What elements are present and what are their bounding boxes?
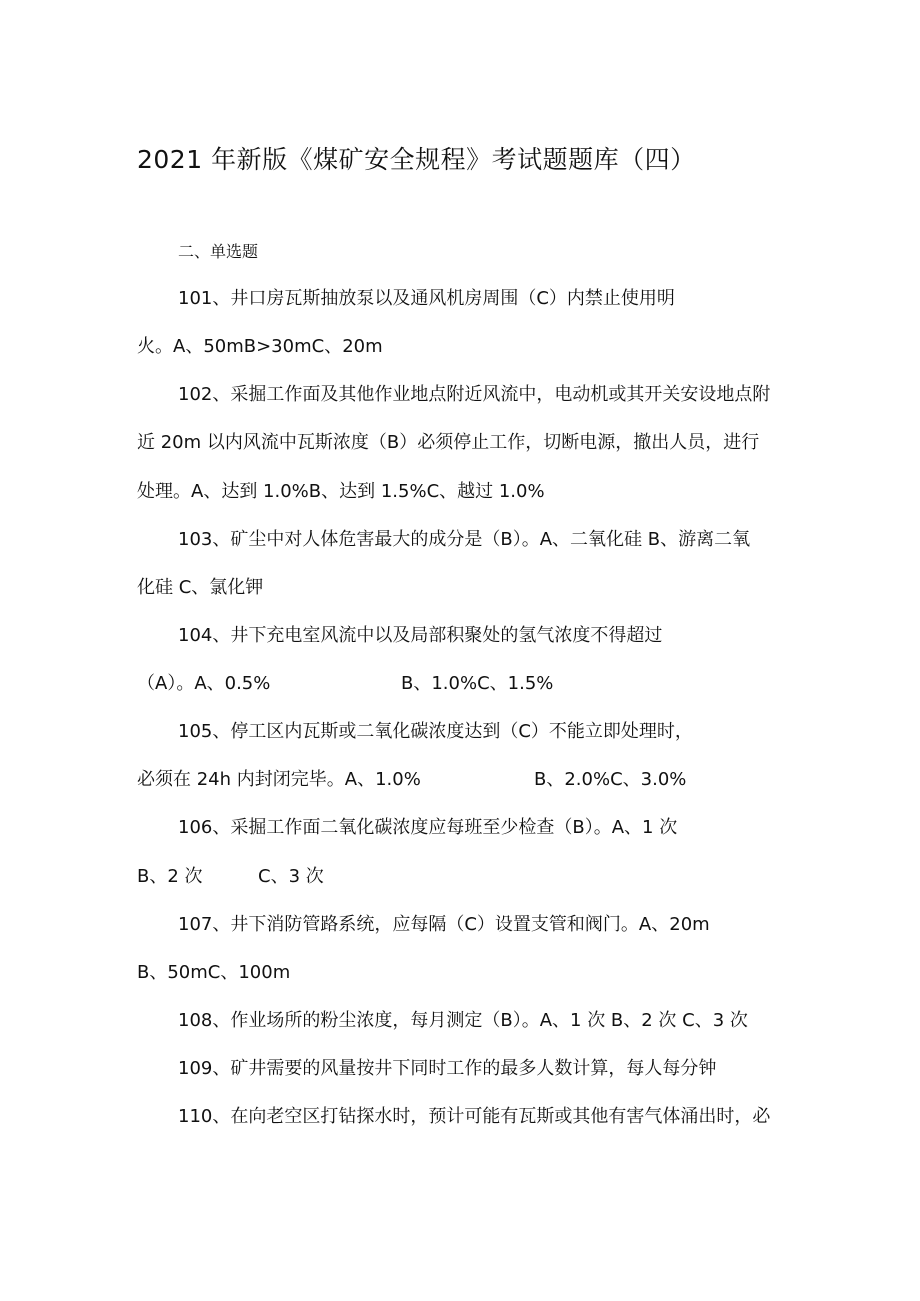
question-105-line-1: 105、停工区内瓦斯或二氧化碳浓度达到（C）不能立即处理时，	[178, 721, 693, 742]
section-heading: 二、单选题	[178, 242, 259, 261]
question-104-line-1: 104、井下充电室风流中以及局部积聚处的氢气浓度不得超过	[178, 625, 663, 646]
question-104-line-3: B、1.0%C、1.5%	[401, 673, 554, 694]
question-109-line-1: 109、矿井需要的风量按井下同时工作的最多人数计算，每人每分钟	[178, 1058, 717, 1079]
question-103-line-2: 化硅 C、氯化钾	[137, 577, 264, 598]
question-106-line-2: B、2 次	[137, 866, 203, 887]
document-title: 2021 年新版《煤矿安全规程》考试题题库（四）	[137, 145, 696, 174]
question-105-line-2: 必须在 24h 内封闭完毕。A、1.0%	[137, 769, 421, 790]
question-110-line-1: 110、在向老空区打钻探水时，预计可能有瓦斯或其他有害气体涌出时，必	[178, 1106, 771, 1127]
question-107-line-1: 107、井下消防管路系统，应每隔（C）设置支管和阀门。A、20m	[178, 914, 710, 935]
question-101-line-1: 101、井口房瓦斯抽放泵以及通风机房周围（C）内禁止使用明	[178, 288, 675, 309]
question-108-line-1: 108、作业场所的粉尘浓度，每月测定（B）。A、1 次 B、2 次 C、3 次	[178, 1010, 748, 1031]
question-104-line-2: （A）。A、0.5%	[137, 673, 271, 694]
question-107-line-2: B、50mC、100m	[137, 962, 291, 983]
question-102-line-1: 102、采掘工作面及其他作业地点附近风流中，电动机或其开关安设地点附	[178, 384, 771, 405]
question-105-line-3: B、2.0%C、3.0%	[534, 769, 687, 790]
question-106-line-3: C、3 次	[258, 866, 324, 887]
question-101-line-2: 火。A、50mB>30mC、20m	[137, 336, 383, 357]
question-103-line-1: 103、矿尘中对人体危害最大的成分是（B）。A、二氧化硅 B、游离二氧	[178, 529, 751, 550]
question-106-line-1: 106、采掘工作面二氧化碳浓度应每班至少检查（B）。A、1 次	[178, 817, 678, 838]
question-102-line-3: 处理。A、达到 1.0%B、达到 1.5%C、越过 1.0%	[137, 481, 545, 502]
question-102-line-2: 近 20m 以内风流中瓦斯浓度（B）必须停止工作，切断电源，撤出人员，进行	[137, 432, 760, 453]
